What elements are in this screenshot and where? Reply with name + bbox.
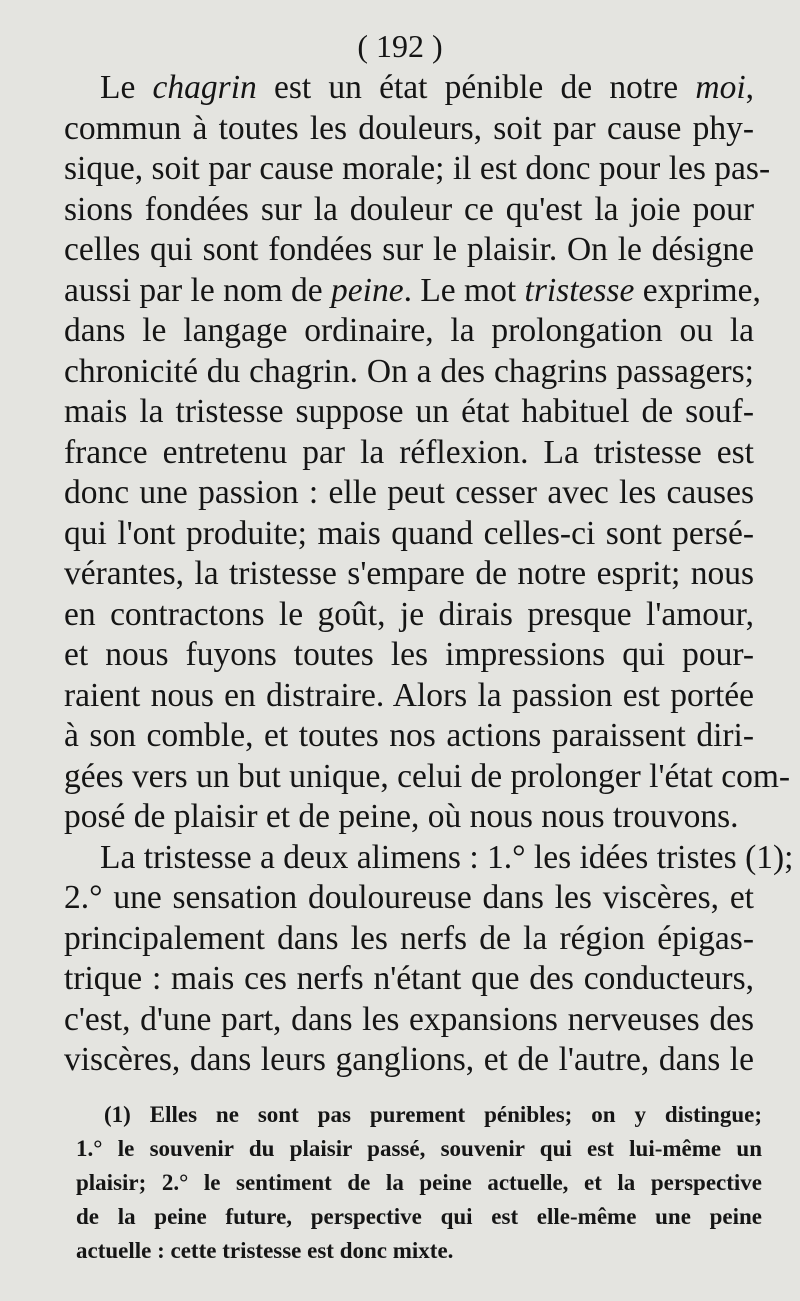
text-line: commun à toutes les douleurs, soit par cause phy-	[64, 109, 754, 147]
text-line: viscères, dans leurs ganglions, et de l'autre, dans le	[64, 1041, 754, 1078]
footnote-line: 1.° le souvenir du plaisir passé, souvenir qui est lui-même un	[76, 1136, 762, 1161]
body-text	[64, 68, 794, 1081]
text-line: celles qui sont fondées sur le plaisir. On le désigne	[64, 231, 754, 268]
text-line: vérantes, la tristesse s'empare de notre esprit; nous	[64, 555, 754, 592]
text-line: c'est, d'une part, dans les expansions nerveuses des	[64, 1000, 754, 1038]
text-line: en contractons le goût, je dirais presque l'amour,	[64, 595, 754, 633]
text-line: principalement dans les nerfs de la région épigas-	[64, 919, 754, 957]
text-line: 2.° une sensation douloureuse dans les viscères, et	[64, 879, 754, 916]
text-line: Le chagrin est un état pénible de notre moi,	[100, 69, 754, 106]
text-line: à son comble, et toutes nos actions paraissent diri-	[64, 717, 754, 754]
text-line: trique : mais ces nerfs n'étant que des conducteurs,	[64, 960, 754, 997]
text-line: chronicité du chagrin. On a des chagrins passagers;	[64, 352, 754, 390]
page-number: ( 192 )	[357, 28, 443, 64]
paragraph-1	[64, 68, 791, 838]
footnote-line: (1) Elles ne sont pas purement pénibles; on y distingue;	[104, 1102, 762, 1127]
footnote-line: plaisir; 2.° le sentiment de la peine actuelle, et la perspective	[76, 1170, 762, 1195]
text-line: aussi par le nom de peine. Le mot tristesse exprime,	[64, 271, 761, 309]
text-line: sions fondées sur la douleur ce qu'est la joie pour	[64, 190, 754, 228]
footnote-line: actuelle : cette tristesse est donc mixte.	[76, 1238, 454, 1263]
text-line: posé de plaisir et de peine, où nous nous trouvons.	[64, 798, 739, 835]
footnote-line: de la peine future, perspective qui est elle-même une peine	[76, 1204, 762, 1229]
text-line: dans le langage ordinaire, la prolongation ou la	[64, 312, 754, 349]
text-line: donc une passion : elle peut cesser avec les causes	[64, 474, 754, 511]
text-line: La tristesse a deux alimens : 1.° les idées tristes (1);	[100, 838, 794, 876]
text-line: gées vers un but unique, celui de prolonger l'état com-	[64, 757, 791, 795]
text-line: mais la tristesse suppose un état habituel de souf-	[64, 393, 754, 430]
text-line: sique, soit par cause morale; il est donc pour les pas-	[64, 150, 771, 187]
paragraph-2	[64, 838, 794, 1081]
text-line: qui l'ont produite; mais quand celles-ci sont persé-	[64, 514, 754, 552]
text-line: france entretenu par la réflexion. La tristesse est	[64, 433, 754, 471]
text-line: raient nous en distraire. Alors la passion est portée	[64, 676, 754, 714]
text-line: et nous fuyons toutes les impressions qui pour-	[64, 636, 754, 673]
footnote	[76, 1098, 762, 1268]
